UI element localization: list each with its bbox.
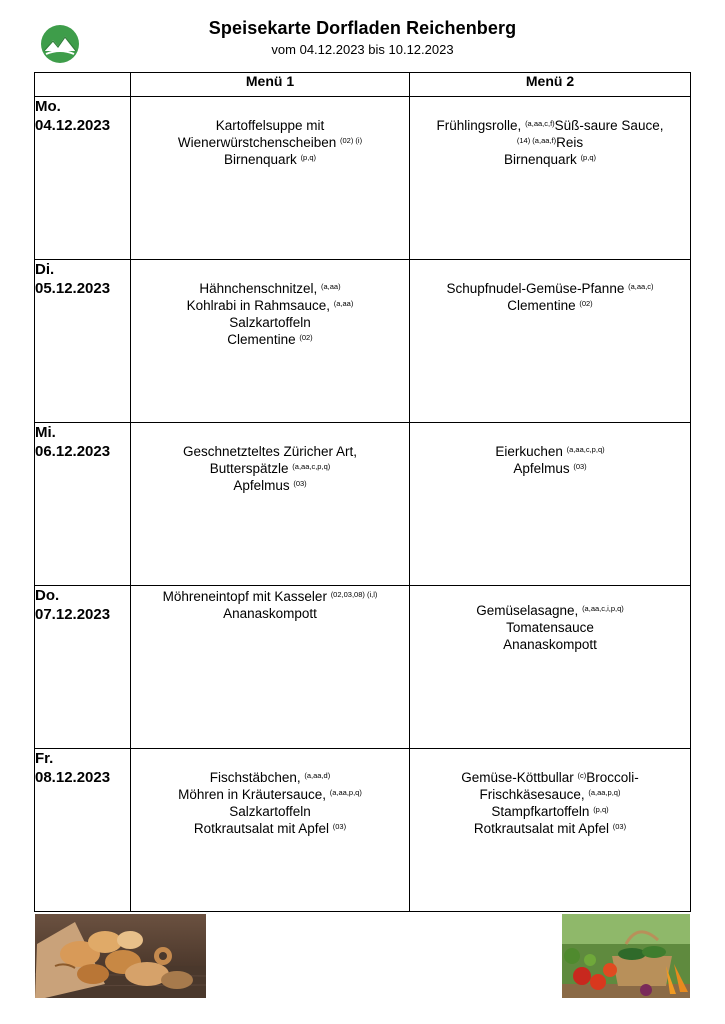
date-label: 07.12.2023 [35,606,111,623]
allergen-code: (03) [332,822,347,831]
day-row [35,260,691,423]
dish-line [410,769,690,786]
date-label: 04.12.2023 [35,117,111,134]
dish-text: Birnenquark [504,152,581,167]
date-label: 05.12.2023 [35,280,111,297]
dish-text: Salzkartoffeln [229,804,311,819]
day-cell [35,423,131,586]
allergen-code: (a,aa,c) [628,282,654,291]
dish-line [131,297,409,314]
dish-text: Reis [556,135,584,150]
menu2-cell [410,423,691,586]
allergen-code: (02) (i) [340,136,363,145]
menu1-cell [131,586,410,749]
dish-line [410,460,690,477]
dish-text: Kohlrabi in Rahmsauce, [186,298,334,313]
dish-text: Gemüselasagne, [476,603,583,618]
dish-line [410,297,690,314]
dish-line [131,314,409,331]
dish-line [131,803,409,820]
allergen-code: (p,q) [580,153,596,162]
dish-line [131,769,409,786]
day-row [35,97,691,260]
dish-line [131,117,409,134]
menu2-cell [410,97,691,260]
dish-text: Süß-saure Sauce, [554,118,664,133]
dish-text: Butterspätzle [209,461,293,476]
dish-text: Kartoffelsuppe mit [215,118,325,133]
dish-text: Ananaskompott [503,637,597,652]
header-menu2: Menü 2 [410,73,691,97]
dish-text: Gemüse-Köttbullar [461,770,578,785]
allergen-code: (a,aa,c,i,p,q) [582,604,624,613]
dish-text: Hähnchenschnitzel, [199,281,321,296]
allergen-code: (03) [573,462,587,471]
dish-line [410,619,690,636]
allergen-code: (a,aa) [333,299,354,308]
dish-text: Eierkuchen [495,444,567,459]
menu2-cell [410,586,691,749]
dish-line [131,151,409,168]
date-label: 06.12.2023 [35,443,111,460]
dish-line [131,280,409,297]
allergen-code: (14) (a,aa,f) [516,136,557,145]
dish-line [131,477,409,494]
day-cell [35,586,131,749]
dish-line [410,151,690,168]
dish-text: Apfelmus [513,461,574,476]
menu2-cell [410,749,691,912]
allergen-code: (03) [612,822,627,831]
date-range: vom 04.12.2023 bis 10.12.2023 [271,42,454,57]
dish-text: Ananaskompott [223,606,317,621]
dish-line [131,786,409,803]
allergen-code: (a,aa,c,p,q) [566,445,605,454]
dish-text: Broccoli- [586,770,639,785]
dish-text: Salzkartoffeln [229,315,311,330]
allergen-code: (a,aa,c,p,q) [292,462,331,471]
dish-line [410,280,690,297]
allergen-code: (a,aa,c,f) [525,119,555,128]
dish-line [410,602,690,619]
day-cell [35,749,131,912]
menu2-cell [410,260,691,423]
weekday-label: Di. [35,261,55,278]
dish-text: Tomatensauce [506,620,594,635]
dish-text: Frischkäsesauce, [479,787,589,802]
weekday-label: Fr. [35,750,54,767]
allergen-code: (p,q) [300,153,316,162]
dish-line [410,443,690,460]
weekday-label: Mi. [35,424,56,441]
menu1-cell [131,749,410,912]
menu1-cell [131,260,410,423]
dish-text: Fischstäbchen, [209,770,305,785]
allergen-code: (a,aa,p,q) [329,788,362,797]
dish-line [410,803,690,820]
dish-line [131,588,409,605]
day-cell [35,97,131,260]
dish-line [131,820,409,837]
dish-text: Möhreneintopf mit Kasseler [162,589,331,604]
day-row [35,749,691,912]
allergen-code: (02) [579,299,593,308]
allergen-code: (a,aa,p,q) [588,788,621,797]
dish-text: Möhren in Kräutersauce, [178,787,330,802]
dish-text: Schupfnudel-Gemüse-Pfanne [446,281,629,296]
dish-line [410,820,690,837]
dish-line [131,460,409,477]
dish-text: Rotkrautsalat mit Apfel [193,821,333,836]
dish-line [410,636,690,653]
header-day-cell [35,73,131,97]
dish-line [410,786,690,803]
date-label: 08.12.2023 [35,769,111,786]
dish-line [131,134,409,151]
allergen-code: (03) [293,479,307,488]
dish-text: Apfelmus [233,478,294,493]
dish-text: Birnenquark [224,152,301,167]
dish-line [410,134,690,151]
weekday-label: Mo. [35,98,61,115]
dish-text: Clementine [227,332,300,347]
bread-basket-photo [35,914,206,998]
day-row [35,423,691,586]
header-menu1: Menü 1 [131,73,410,97]
dish-line [131,331,409,348]
dish-text: Wienerwürstchenscheiben [177,135,340,150]
allergen-code: (c) [577,771,587,780]
page-title: Speisekarte Dorfladen Reichenberg [208,18,517,38]
allergen-code: (02) [299,333,313,342]
menu1-cell [131,423,410,586]
dish-line [131,605,409,622]
allergen-code: (p,q) [593,805,609,814]
day-row [35,586,691,749]
dish-text: Frühlingsrolle, [436,118,526,133]
day-cell [35,260,131,423]
allergen-code: (a,aa,d) [304,771,331,780]
dish-line [410,117,690,134]
menu-body [35,97,691,912]
allergen-code: (02,03,08) (i,l) [330,590,378,599]
menu1-cell [131,97,410,260]
weekday-label: Do. [35,587,60,604]
dish-text: Stampfkartoffeln [491,804,594,819]
dish-text: Rotkrautsalat mit Apfel [473,821,613,836]
vegetable-basket-photo [562,914,690,998]
dish-text: Geschnetzteltes Züricher Art, [182,444,358,459]
dish-text: Clementine [507,298,580,313]
allergen-code: (a,aa) [320,282,341,291]
menu-table [34,72,691,912]
dish-line [131,443,409,460]
